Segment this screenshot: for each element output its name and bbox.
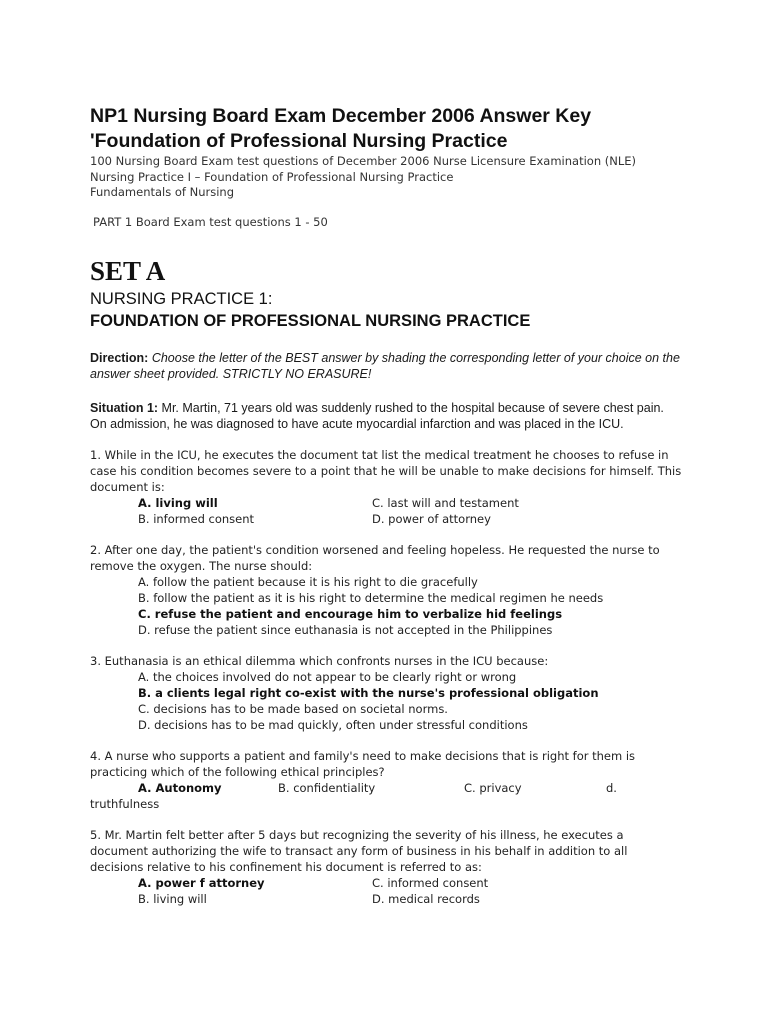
situation-text: Mr. Martin, 71 years old was suddenly rushed to the hospital because of severe chest pain. On admission, he was diagnosed to have acute myocardial infarction and was placed in the ICU. [90,401,664,431]
doc-title-line1: NP1 Nursing Board Exam December 2006 Answer Key [90,105,592,127]
document-page [90,104,690,907]
q2-option-b: B. follow the patient as it is his right to determine the medical regimen he needs [138,591,604,605]
q4-option-d: d. [606,781,617,795]
situation-paragraph [90,400,680,432]
q5-option-d: D. medical records [372,892,480,906]
q1-option-d: D. power of attorney [372,512,491,526]
question-4-options [90,780,682,796]
q5-option-c: C. informed consent [372,876,489,890]
doc-title-line2: 'Foundation of Professional Nursing Practice [90,130,508,152]
question-1-stem: 1. While in the ICU, he executes the document tat list the medical treatment he chooses to refuse in case his condition becomes severe to a point that he will be unable to make decisions for himself. This document is: [90,448,682,494]
nursing-practice-heading: NURSING PRACTICE 1: [90,290,273,308]
question-3 [90,653,682,733]
q1-option-a: A. living will [138,496,218,510]
q4-option-c: C. privacy [464,781,522,795]
question-2 [90,542,682,638]
set-heading: SET A [90,256,166,286]
question-5-stem: 5. Mr. Martin felt better after 5 days but recognizing the severity of his illness, he executes a document authorizing the wife to transact any form of business in his behalf in addition to all decisions relative to his confinement his document is referred to as: [90,828,628,874]
q2-option-c: C. refuse the patient and encourage him to verbalize hid feelings [138,607,563,621]
q3-option-c: C. decisions has to be made based on societal norms. [138,702,448,716]
q5-option-b: B. living will [138,892,207,906]
q2-option-a: A. follow the patient because it is his right to die gracefully [138,575,478,589]
q1-option-b: B. informed consent [138,512,255,526]
question-1 [90,447,682,527]
doc-subtitle-2: Nursing Practice I – Foundation of Professional Nursing Practice [90,169,454,184]
question-5 [90,827,682,907]
q3-option-a: A. the choices involved do not appear to be clearly right or wrong [138,670,517,684]
doc-subtitle-1: 100 Nursing Board Exam test questions of December 2006 Nurse Licensure Examination (NLE) [90,154,637,168]
q2-option-d: D. refuse the patient since euthanasia is not accepted in the Philippines [138,623,553,637]
situation-label: Situation 1: [90,401,159,415]
q4-option-d-text: truthfulness [90,797,160,811]
direction-text: Choose the letter of the BEST answer by shading the corresponding letter of your choice on the answer sheet provided. STRICTLY NO ERASURE! [90,351,680,381]
question-1-options [90,495,682,527]
q4-option-b: B. confidentiality [278,781,376,795]
question-3-stem: 3. Euthanasia is an ethical dilemma which confronts nurses in the ICU because: [90,654,549,668]
doc-subtitle-3: Fundamentals of Nursing [90,185,235,199]
direction-paragraph [90,350,680,382]
direction-label: Direction: [90,351,149,365]
nursing-practice-title: FOUNDATION OF PROFESSIONAL NURSING PRACTICE [90,312,531,330]
question-2-stem: 2. After one day, the patient's condition worsened and feeling hopeless. He requested the nurse to remove the oxygen. The nurse should: [90,543,660,573]
question-4 [90,748,682,812]
part-label: PART 1 Board Exam test questions 1 - 50 [93,214,328,229]
question-5-options [90,875,682,907]
q1-option-c: C. last will and testament [372,496,519,510]
q4-option-a: A. Autonomy [138,781,222,795]
q5-option-a: A. power f attorney [138,876,265,890]
q3-option-b: B. a clients legal right co-exist with the nurse's professional obligation [138,686,599,700]
question-4-stem: 4. A nurse who supports a patient and family's need to make decisions that is right for them is practicing which of the following ethical principles? [90,749,636,779]
q3-option-d: D. decisions has to be mad quickly, often under stressful conditions [138,718,528,732]
